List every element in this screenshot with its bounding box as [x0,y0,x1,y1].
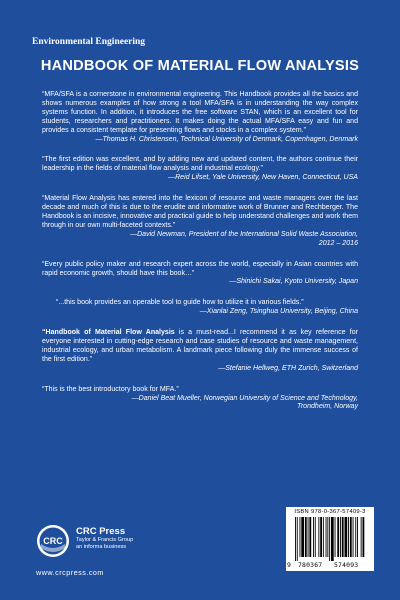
endorsements [42,91,358,424]
quote-attribution: Daniel Beat Mueller, Norwegian University of Science and Technology, [138,394,358,402]
series-label: Environmental Engineering [32,37,146,47]
crc-logo-text: CRC [43,536,63,546]
barcode-bar [301,517,304,557]
quote-text: “Material Flow Analysis has entered into the lexicon of resource and waste managers over the last decade and much of this is due to the erudite and informative work of Brunner and Rechberger. The Handbook is an incisive, innovative and practical guide to help understand challenges and work them through in our own multi-faceted contexts.” [42,195,358,229]
quote-text: “This is the best introductory book for MFA.” [42,385,179,393]
barcode-bar [320,517,322,557]
barcode-bar [357,517,358,557]
quote-text: is a must-read...I recommend it as key reference for everyone interested in cutting-edge research and case studies of resource and waste management, industrial ecology, and urban metabolism. A landmark piece following duly the immense success of the first edition.” [42,329,358,363]
barcode-bar [337,517,339,557]
barcode-bar [295,517,296,561]
quote-text: “...this book provides an operable tool to guide how to utilize it in various fields.” [56,299,304,307]
barcode-bar [335,517,336,557]
quote-attribution: Stefanie Hellweg, ETH Zurich, Switzerland [225,364,358,372]
barcode-bar [353,517,354,557]
barcode-left-digits: 780367 [298,561,323,569]
endorsement: “MFA/SFA is a cornerstone in environmental engineering. This Handbook provides all the basics and shows numerous examples of how strong a tool MFA/SFA is in understanding the way complex systems function. In addition, it introduces the free software STAN, which is an excellent tool for students, researchers and practitioners. It makes doing the actual MFA/SFA easy and fun and provides a consistent template for presenting flows and stocks in a complex system.” —Thomas H. Christensen, Technical University of Denmark, Copenhagen, Denmark [42,91,358,143]
publisher-group: Taylor & Francis Group [76,537,134,543]
barcode-bar [315,517,316,557]
barcode-bar [331,517,334,561]
barcode-bar [340,517,341,557]
barcode [286,507,374,571]
quote-attribution: Thomas H. Christensen, Technical University of Denmark, Copenhagen, Denmark [102,135,358,143]
barcode-bar [345,517,348,557]
barcode-bar [361,517,362,557]
quote-attribution: Reid Lifset, Yale University, New Haven, Connecticut, USA [175,174,358,182]
barcode-bar [309,517,311,557]
publisher-url: www.crcpress.com [36,568,104,577]
endorsement: “Handbook of Material Flow Analysis is a must-read...I recommend it as key reference for everyone interested in cutting-edge research and case studies of resource and waste management, industrial ecology, and urban metabolism. A landmark piece following duly the immense success of the first edition.” —Stefanie Hellweg, ETH Zurich, Switzerland [42,329,358,372]
quote-attribution: Xianlai Zeng, Tsinghua University, Beijing, China [206,308,358,316]
barcode-bar [305,517,307,557]
publisher-block [36,522,236,577]
publisher-tagline: an informa business [76,543,127,550]
barcode-bar [327,517,328,557]
endorsement: “...this book provides an operable tool to guide how to utilize it in various fields.” —Xianlai Zeng, Tsinghua University, Beijing, China [56,299,358,316]
quote-attribution: David Newman, President of the International Solid Waste Association, [137,230,358,238]
barcode-bar [318,517,319,557]
quote-text: “Every public policy maker and research expert across the world, especially in Asian countries with rapid economic growth, should have this book…” [42,260,358,277]
barcode-bar [355,517,356,557]
barcode-bar [363,517,365,557]
barcode-bar [326,517,327,557]
barcode-bar [342,517,344,557]
barcode-bar [308,517,309,557]
barcode-bar [313,517,314,557]
barcode-bar [300,517,301,557]
barcode-bar [297,517,298,561]
barcode-bar [350,517,352,557]
barcode-bar [348,517,349,557]
book-title: HANDBOOK OF MATERIAL FLOW ANALYSIS [40,58,360,74]
quote-attribution-cont: 2012 – 2016 [318,239,358,247]
barcode-right-digits: 574093 [334,561,359,569]
endorsement: “Material Flow Analysis has entered into the lexicon of resource and waste managers over the last decade and much of this is due to the erudite and informative work of Brunner and Rechberger. The Handbook is an incisive, innovative and practical guide to help understand challenges and work them through in our own multi-faceted contexts.” —David Newman, President of the International Solid Waste Association, 2012 – 2016 [42,195,358,247]
barcode-bar [329,517,330,561]
endorsement: “This is the best introductory book for MFA.” —Daniel Beat Mueller, Norwegian University of Science and Technology, Trondheim, Norway [42,385,358,411]
quote-text: “MFA/SFA is a cornerstone in environmental engineering. This Handbook provides all the basics and shows numerous examples of how strong a tool MFA/SFA is in understanding the way complex systems function. In addition, it introduces the free software STAN, which is an excellent tool for students, researchers and practitioners. It makes doing the actual MFA/SFA easy and fun and provides a consistent template for presenting flows and stocks in a complex system.” [42,91,358,134]
quote-attribution: Shinichi Sakai, Kyoto University, Japan [236,278,358,286]
quote-text: “The first edition was excellent, and by adding new and updated content, the authors continue their leadership in the fields of material flow analysis and industrial ecology.” [42,156,358,173]
quote-attribution-cont: Trondheim, Norway [297,403,358,411]
barcode-lead-digit: 9 [287,561,292,569]
publisher-name: CRC Press [76,526,126,537]
barcode-bar [323,517,324,557]
endorsement: “Every public policy maker and research expert across the world, especially in Asian countries with rapid economic growth, should have this book…” —Shinichi Sakai, Kyoto University, Japan [42,260,358,286]
isbn-text: ISBN 978-0-367-57409-3 [294,509,366,515]
quote-bold: “Handbook of Material Flow Analysis [42,329,175,337]
endorsement: “The first edition was excellent, and by adding new and updated content, the authors continue their leadership in the fields of material flow analysis and industrial ecology.” —Reid Lifset, Yale University, New Haven, Connecticut, USA [42,156,358,182]
crc-logo-icon [36,524,70,558]
barcode-bars [291,517,369,561]
